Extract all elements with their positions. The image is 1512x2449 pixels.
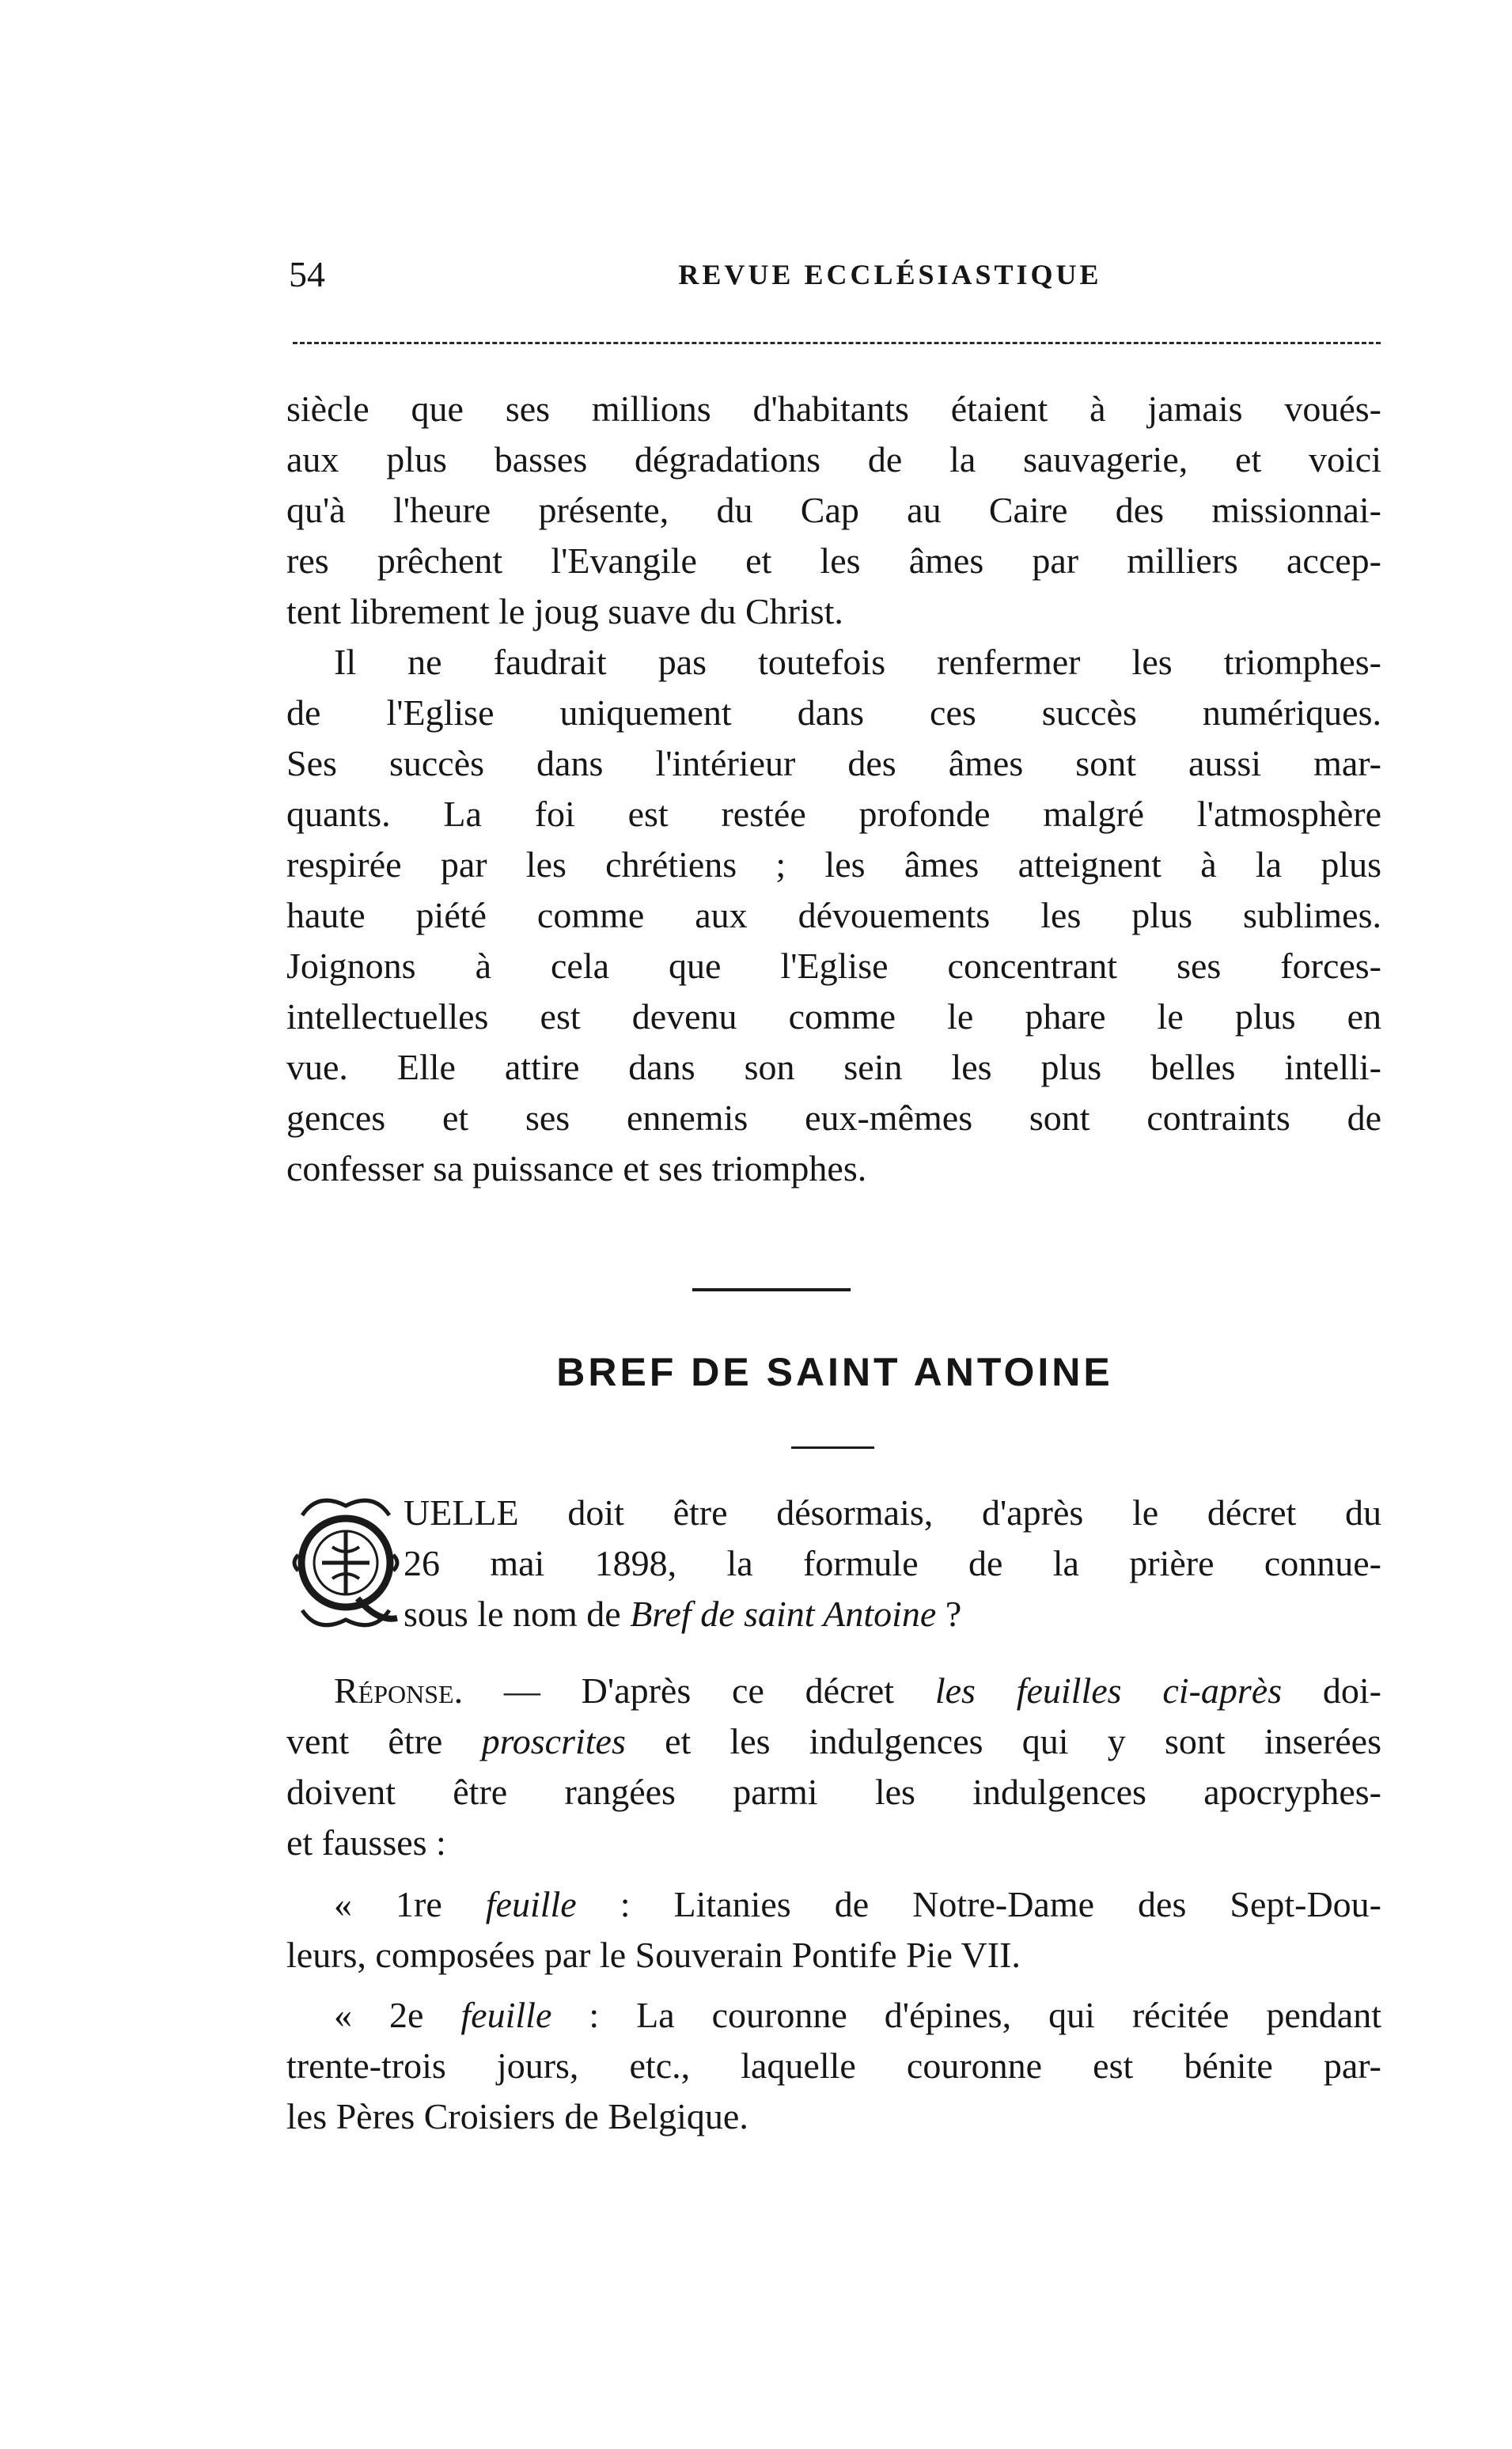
paragraph-triomphes — [286, 637, 1381, 1194]
paragraph-line: de l'Eglise uniquement dans ces succès numériques. — [286, 692, 1381, 733]
list-item-feuille-2 — [286, 1990, 1381, 2142]
paragraph-line: quants. La foi est restée profonde malgré l'atmosphère — [286, 794, 1381, 834]
paragraph-line: haute piété comme aux dévouements les plus sublimes. — [286, 895, 1381, 935]
page-number: 54 — [289, 254, 325, 294]
list-item-line: « 2e feuille : La couronne d'épines, qui récitée pendant — [334, 1995, 1381, 2035]
paragraph-line: intellectuelles est devenu comme le phare le plus en — [286, 996, 1381, 1037]
list-item-line: « 1re feuille : Litanies de Notre-Dame des Sept-Dou- — [334, 1884, 1381, 1924]
response-label: Réponse. — [334, 1670, 464, 1711]
ornamental-initial-q-icon — [286, 1484, 405, 1642]
paragraph-line: confesser sa puissance et ses triomphes. — [286, 1148, 867, 1188]
header-rule — [293, 342, 1381, 344]
response-paragraph — [286, 1666, 1381, 1868]
paragraph-line: vue. Elle attire dans son sein les plus belles intelli- — [286, 1047, 1381, 1087]
list-item-line: leurs, composées par le Souverain Pontife Pie VII. — [286, 1935, 1021, 1975]
paragraph-line: Il ne faudrait pas toutefois renfermer les triomphes- — [334, 642, 1381, 682]
paragraph-line: gences et ses ennemis eux-mêmes sont contraints de — [286, 1098, 1381, 1138]
list-item-line: trente-trois jours, etc., laquelle couronne est bénite par- — [286, 2045, 1381, 2086]
question-paragraph — [404, 1488, 1381, 1640]
page-header — [289, 253, 1381, 301]
paragraph-line: Joignons à cela que l'Eglise concentrant ses forces- — [286, 946, 1381, 986]
response-line: Réponse. — D'après ce décret les feuilles ci-après doi- — [334, 1670, 1381, 1711]
response-line: doivent être rangées parmi les indulgences apocryphes- — [286, 1772, 1381, 1812]
question-line: sous le nom de Bref de saint Antoine ? — [404, 1594, 962, 1634]
paragraph-line: siècle que ses millions d'habitants étaient à jamais voués- — [286, 389, 1381, 429]
response-line: et fausses : — [286, 1822, 446, 1863]
list-item-feuille-1 — [286, 1879, 1381, 1981]
section-separator — [692, 1288, 851, 1291]
paragraph-line: tent librement le joug suave du Christ. — [286, 591, 843, 631]
question-line: 26 mai 1898, la formule de la prière connue- — [404, 1543, 1381, 1583]
title-underline — [791, 1446, 874, 1449]
list-item-line: les Pères Croisiers de Belgique. — [286, 2096, 748, 2136]
paragraph-line: respirée par les chrétiens ; les âmes atteignent à la plus — [286, 844, 1381, 885]
paragraph-continued — [286, 384, 1381, 637]
response-line: vent être proscrites et les indulgences qui y sont inserées — [286, 1721, 1381, 1761]
paragraph-line: Ses succès dans l'intérieur des âmes sont aussi mar- — [286, 743, 1381, 783]
question-line: UELLE doit être désormais, d'après le décret du — [404, 1492, 1381, 1533]
paragraph-line: aux plus basses dégradations de la sauvagerie, et voici — [286, 439, 1381, 480]
running-title: REVUE ECCLÉSIASTIQUE — [678, 259, 1102, 290]
paragraph-line: res prêchent l'Evangile et les âmes par milliers accep- — [286, 540, 1381, 581]
section-title: BREF DE SAINT ANTOINE — [556, 1350, 1113, 1394]
paragraph-line: qu'à l'heure présente, du Cap au Caire des missionnai- — [286, 490, 1381, 530]
